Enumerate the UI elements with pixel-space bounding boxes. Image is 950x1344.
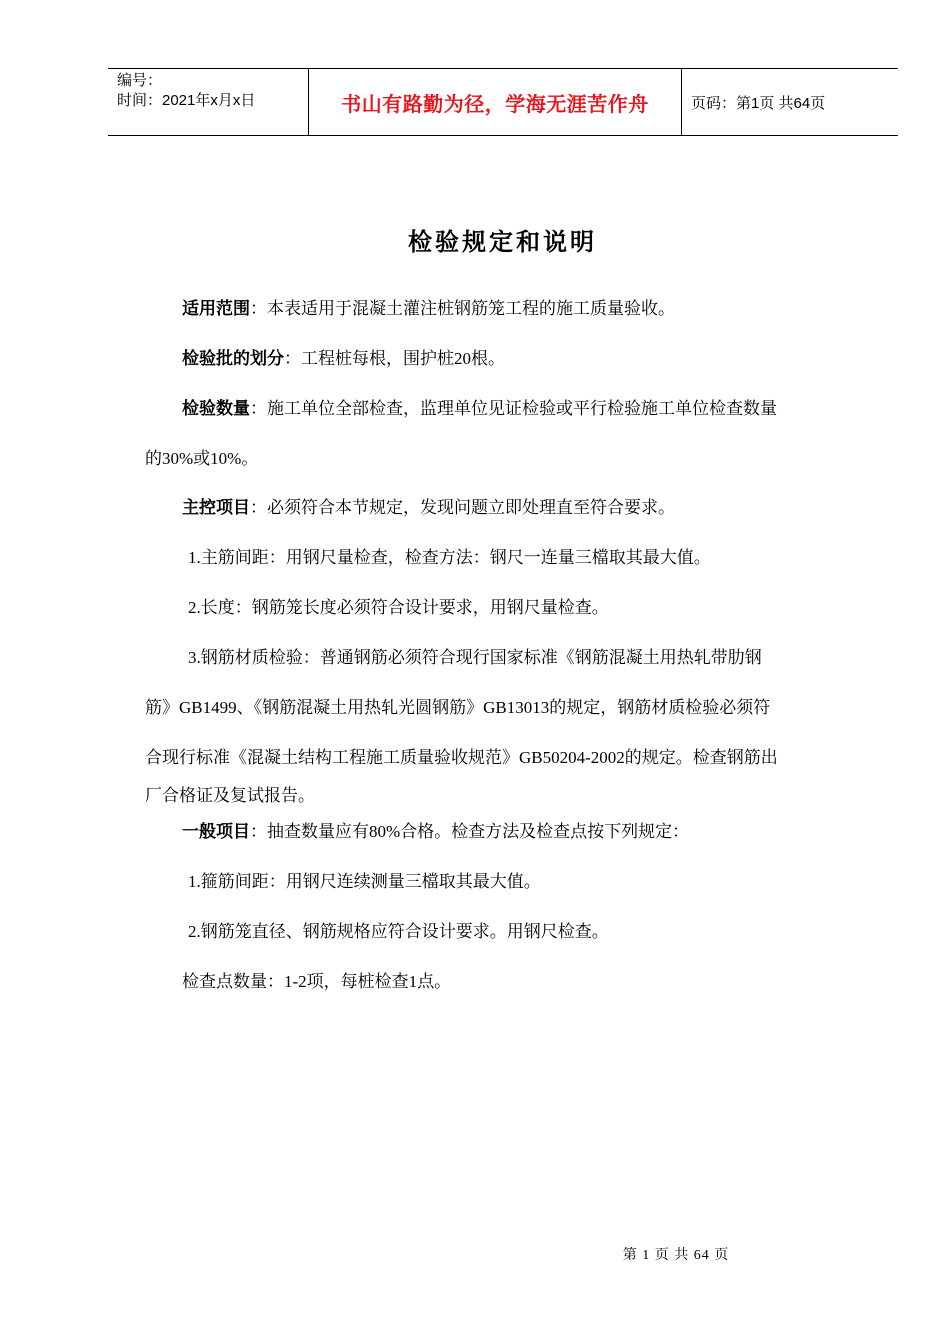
main-item-3-line-3: 合现行标准《混凝土结构工程施工质量验收规范》GB50204-2002的规定。检查钢筋出 [145,748,778,767]
page-title: 检验规定和说明 [408,228,597,256]
quantity-label: 检验数量 [182,399,250,419]
paragraph-general-items [182,820,689,844]
header-meta-cell [108,69,309,135]
general-item-1: 1.箍筋间距：用钢尺连续测量三檔取其最大值。 [188,872,541,891]
scope-text: ：本表适用于混凝土灌注桩钢筋笼工程的施工质量验收。 [250,299,675,318]
document-number-label: 编号： [117,72,163,89]
paragraph-main-items [182,496,675,520]
paragraph-quantity [182,397,777,421]
main-items-text: ：必须符合本节规定，发现问题立即处理直至符合要求。 [250,498,675,517]
batch-text: ：工程桩每根，围护桩20根。 [284,349,505,368]
main-item-2: 2.长度：钢筋笼长度必须符合设计要求，用钢尺量检查。 [188,598,609,617]
main-item-3-line-1: 3.钢筋材质检验：普通钢筋必须符合现行国家标准《钢筋混凝土用热轧带肋钢 [188,648,762,667]
general-items-label: 一般项目 [182,822,250,842]
general-items-text: ：抽查数量应有80%合格。检查方法及检查点按下列规定： [250,822,690,841]
header-page-info: 页码：第1页 共64页 [691,94,826,112]
quantity-text-2: 的30%或10%。 [145,449,259,468]
main-item-3-line-4: 厂合格证及复试报告。 [145,786,315,805]
main-item-3-line-2: 筋》GB1499、《钢筋混凝土用热轧光圆钢筋》GB13013的规定，钢筋材质检验必须符 [145,698,771,717]
header-motto: 书山有路勤为径，学海无涯苦作舟 [309,69,682,135]
scope-label: 适用范围 [182,299,250,319]
check-points-count: 检查点数量：1-2项，每桩检查1点。 [182,972,452,991]
page-footer-number: 第 1 页 共 64 页 [622,1248,730,1263]
paragraph-scope [182,297,675,321]
document-time: 时间：2021年x月x日 [117,92,256,109]
header-table [108,68,898,136]
quantity-text-1: ：施工单位全部检查，监理单位见证检验或平行检验施工单位检查数量 [250,399,777,418]
general-item-2: 2.钢筋笼直径、钢筋规格应符合设计要求。用钢尺检查。 [188,922,609,941]
main-items-label: 主控项目 [182,498,250,518]
batch-label: 检验批的划分 [182,349,284,369]
main-item-1: 1.主筋间距：用钢尺量检查，检查方法：钢尺一连量三檔取其最大值。 [188,548,711,567]
paragraph-batch [182,347,505,371]
